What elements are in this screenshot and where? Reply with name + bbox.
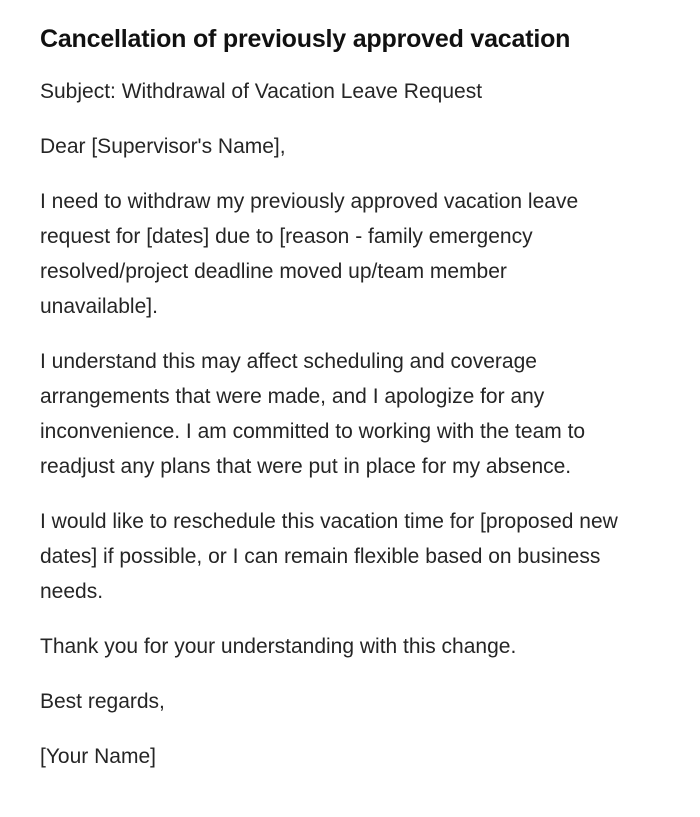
signature-placeholder: [Your Name] [40, 745, 156, 768]
closing-line: Best regards, [40, 690, 165, 713]
salutation: Dear [Supervisor's Name], [40, 135, 286, 158]
body-paragraph-withdrawal: I need to withdraw my previously approved vacation leave request for [dates] due to [reason - family emergency resolved/project deadline moved up/team member unavailable]. [40, 190, 579, 318]
body-paragraph-apology: I understand this may affect scheduling and coverage arrangements that were made, and I apologize for any inconvenience. I am committed to working with the team to readjust any plans that were put in place for my absence. [40, 350, 586, 478]
document-title: Cancellation of previously approved vacation [40, 25, 571, 53]
thanks-line: Thank you for your understanding with this change. [40, 635, 517, 658]
body-paragraph-reschedule: I would like to reschedule this vacation time for [proposed new dates] if possible, or I can remain flexible based on business needs. [40, 510, 618, 603]
subject-line: Subject: Withdrawal of Vacation Leave Request [40, 80, 483, 103]
letter-content [40, 24, 625, 774]
